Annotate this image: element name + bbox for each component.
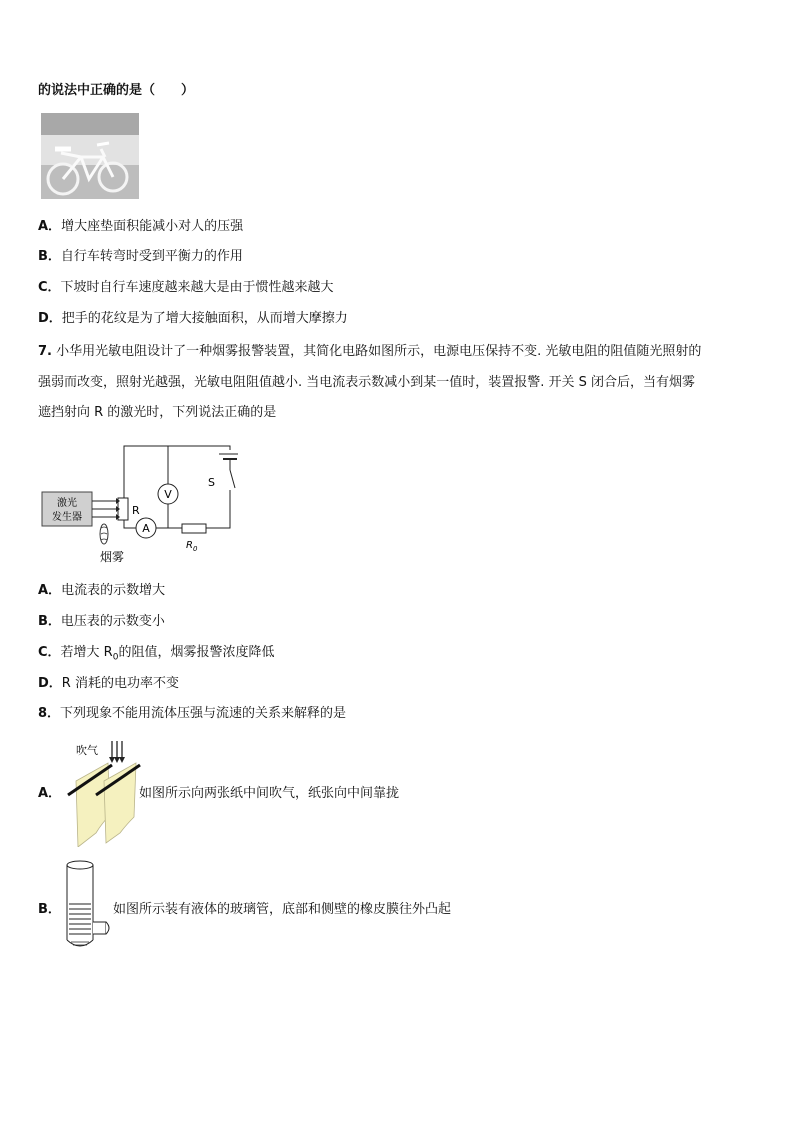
- q6-option-a: A．增大座垫面积能减小对人的压强: [38, 219, 244, 234]
- q6-option-d: D．把手的花纹是为了增大接触面积，从而增大摩擦力: [38, 311, 348, 326]
- r0-label: $R_0$: [186, 540, 198, 553]
- blowing-paper-figure: [62, 735, 142, 847]
- q7-stem-line-1: 7. 小华用光敏电阻设计了一种烟雾报警装置，其简化电路如图所示，电源电压保持不变. 光敏电阻的阻值随光照射的: [38, 344, 702, 359]
- q8-option-a-text: 如图所示向两张纸中间吹气，纸张向中间靠拢: [139, 786, 400, 801]
- glass-tube-figure: [60, 858, 112, 954]
- q8-stem: 8．下列现象不能用流体压强与流速的关系来解释的是: [38, 706, 347, 721]
- q7-option-a: A．电流表的示数增大: [38, 583, 166, 598]
- q7-option-b: B．电压表的示数变小: [38, 614, 165, 629]
- resistor-r0: [182, 524, 206, 533]
- blow-label: 吹气: [76, 744, 98, 757]
- q6-option-b: B．自行车转弯时受到平衡力的作用: [38, 249, 243, 264]
- ammeter-label: A: [142, 522, 150, 535]
- switch-label: S: [208, 476, 215, 489]
- q7-stem-line-2: 强弱而改变，照射光越强，光敏电阻阻值越小. 当电流表示数减小到某一值时，装置报警. 开关 S 闭合后，当有烟雾: [38, 375, 696, 390]
- svg-text:激光: 激光: [57, 498, 77, 509]
- q7-option-d: D．R 消耗的电功率不变: [38, 676, 179, 691]
- smoke-alarm-circuit-diagram: [38, 440, 238, 566]
- q7-stem-line-3: 遮挡射向 R 的激光时，下列说法正确的是: [38, 405, 277, 420]
- q8-option-b-text: 如图所示装有液体的玻璃管，底部和侧壁的橡皮膜往外凸起: [113, 902, 452, 917]
- bicycle-photo: [41, 113, 139, 199]
- voltmeter-label: V: [164, 488, 172, 501]
- q8-option-b-letter: B．: [38, 902, 61, 917]
- photoresistor-label: R: [132, 504, 140, 517]
- svg-text:发生器: 发生器: [52, 512, 82, 523]
- q8-option-a-letter: A．: [38, 786, 62, 801]
- q6-stem-tail: 的说法中正确的是（ ）: [38, 83, 195, 98]
- q7-option-c: C．若增大 $R_0$的阻值，烟雾报警浓度降低: [38, 645, 275, 663]
- q6-option-c: C．下坡时自行车速度越来越大是由于惯性越来越大: [38, 280, 334, 295]
- smoke-label: 烟雾: [100, 550, 125, 564]
